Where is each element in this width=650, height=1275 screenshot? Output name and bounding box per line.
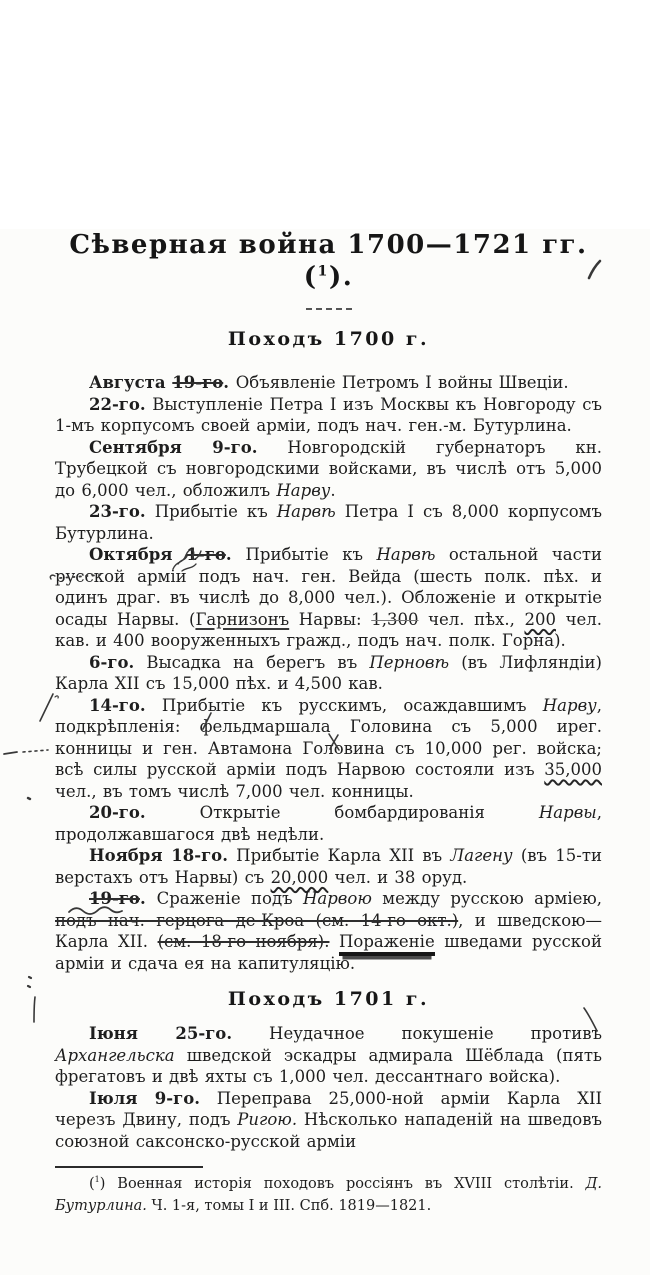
date-label: 6-го. bbox=[89, 652, 135, 672]
entry-text: , продолжавшагося двѣ недѣли. bbox=[55, 803, 602, 844]
place-name: Архангельска bbox=[55, 1045, 175, 1065]
date-label: 14-го. bbox=[89, 695, 146, 715]
place-name: Нарвы bbox=[538, 803, 597, 822]
entry-text: Открытіе бомбардированія bbox=[145, 803, 539, 822]
footnote-text: ) Военная исторія походовъ россіянъ въ XVIII столѣтіи. bbox=[99, 1176, 586, 1192]
entry-text: . bbox=[330, 480, 336, 500]
date-label: Іюля 9-го. bbox=[89, 1088, 200, 1108]
section-body-1700 bbox=[55, 372, 602, 974]
chronicle-entry bbox=[55, 652, 602, 695]
entry-text: Прибытіе къ bbox=[245, 545, 377, 564]
entry-text: Неудачное покушеніе противъ bbox=[232, 1024, 602, 1043]
struck-text: подъ нач. герцога де-Кроа (см. 14-го окт.) bbox=[55, 910, 459, 930]
page-title bbox=[55, 229, 602, 293]
place-name: Нарвѣ bbox=[376, 545, 436, 564]
date-label: . bbox=[225, 545, 246, 564]
date-label: Октября bbox=[89, 545, 187, 564]
annotated-number: 35,000 bbox=[544, 760, 602, 779]
entry-text: , и шведскою—Карла XII. bbox=[55, 910, 602, 951]
struck-number: 1,300 bbox=[371, 609, 419, 629]
struck-text: (см. 18-го ноября). bbox=[157, 932, 330, 951]
annotated-number: 20,000 bbox=[270, 867, 329, 887]
entry-text: чел. пѣх., bbox=[418, 609, 525, 629]
entry-text: Высадка на берегъ въ bbox=[134, 652, 370, 672]
title-text: ). bbox=[328, 262, 354, 292]
date-label: . bbox=[139, 889, 157, 908]
date-label: 20-го. bbox=[89, 803, 146, 822]
chronicle-entry bbox=[55, 501, 602, 544]
chronicle-entry bbox=[55, 695, 602, 803]
entry-text: (въ 15-ти верстахъ отъ Нарвы) съ bbox=[55, 846, 602, 887]
page-content bbox=[0, 229, 650, 1217]
chronicle-entry bbox=[55, 394, 602, 437]
chronicle-entry bbox=[55, 544, 602, 652]
entry-text: Новгородскій губернаторъ кн. Трубецкой съ новгородскими войсками, въ числѣ отъ 5,000 до 6,000 чел., обложилъ bbox=[55, 437, 602, 500]
struck-date: 19-го bbox=[89, 889, 140, 908]
entry-text: (въ Лифляндіи) Карла XII съ 15,000 пѣх. и 4,500 кав. bbox=[55, 652, 602, 693]
entry-text: Прибытіе къ bbox=[145, 502, 277, 521]
underlined-word: Пораженіе bbox=[339, 932, 435, 956]
date-label: Ноября 18-го. bbox=[89, 846, 228, 865]
place-name: Лагену bbox=[450, 846, 513, 865]
chronicle-entry bbox=[55, 802, 602, 845]
title-text: Сѣверная война 1700—1721 гг. ( bbox=[69, 230, 588, 292]
entry-text: Петра I съ 8,000 корпусомъ Бутурлина. bbox=[55, 502, 602, 543]
scanned-page bbox=[0, 229, 650, 1275]
entry-text: Прибытіе къ русскимъ, осаждавшимъ bbox=[145, 695, 543, 715]
entry-text: Переправа 25,000-ной арміи Карла XII черезъ Двину, подъ bbox=[55, 1088, 602, 1129]
chronicle-entry bbox=[55, 845, 602, 888]
place-name: Нарву bbox=[542, 695, 597, 715]
entry-text: Нарвы: bbox=[289, 609, 372, 629]
place-name: Ригою. bbox=[237, 1110, 298, 1129]
date-label: . bbox=[223, 373, 236, 392]
date-label: Іюня 25-го. bbox=[89, 1024, 233, 1043]
entry-text: шведами русской арміи и сдача ея на капитуляцію. bbox=[55, 932, 602, 973]
chronicle-entry bbox=[55, 1088, 602, 1153]
struck-date: 19-го bbox=[172, 373, 224, 392]
chronicle-entry bbox=[55, 372, 602, 394]
date-label: Сентября 9-го. bbox=[89, 437, 258, 457]
annotated-number: 200 bbox=[524, 609, 556, 629]
footnote-separator bbox=[55, 1166, 203, 1168]
place-name: Нарву bbox=[276, 480, 331, 500]
underlined-word: Гарнизонъ bbox=[195, 609, 290, 629]
date-label: 23-го. bbox=[89, 502, 146, 521]
entry-text: , подкрѣпленія: фельдмаршала Головина съ 5,000 ирег. конницы и ген. Автамона Головина съ 10,000 рег. войска; всѣ силы русской арміи подъ Нарвою состояли изъ bbox=[55, 695, 602, 779]
section-body-1701 bbox=[55, 1023, 602, 1152]
entry-text: чел. кав. и 400 вооруженныхъ гражд., подъ нач. полк. Горна). bbox=[55, 609, 602, 650]
title-footnote-ref: 1 bbox=[317, 263, 329, 280]
footnote-text: ( bbox=[89, 1176, 95, 1192]
section-heading-1701: Походъ 1701 г. bbox=[227, 988, 430, 1010]
entry-text: чел. и 38 оруд. bbox=[328, 867, 468, 887]
place-name: Нарвѣ bbox=[276, 502, 336, 521]
chronicle-entry bbox=[55, 888, 602, 974]
section-heading-1700: Походъ 1700 г. bbox=[227, 328, 430, 350]
footnote-source: Д. Бутурлина. bbox=[55, 1176, 602, 1214]
footnote-text: Ч. 1-я, томы I и III. Спб. 1819—1821. bbox=[146, 1197, 432, 1214]
place-name: Нарвою bbox=[303, 889, 372, 908]
entry-text: Нѣсколько нападеній на шведовъ союзной саксонско-русской арміи bbox=[55, 1110, 602, 1151]
entry-text: остальной части русской арміи подъ нач. ген. Вейда (шесть полк. пѣх. и одинъ драг. въ числѣ до 8,000 чел.). Обложеніе и открытіе осады Нарвы. ( bbox=[55, 545, 602, 629]
entry-text: Сраженіе подъ bbox=[156, 889, 304, 908]
place-name: Перновѣ bbox=[369, 652, 450, 672]
struck-date: 1-го bbox=[186, 545, 226, 564]
entry-text: Прибытіе Карла XII въ bbox=[227, 846, 451, 865]
title-divider bbox=[306, 308, 352, 310]
entry-text: чел., въ томъ числѣ 7,000 чел. конницы. bbox=[55, 781, 414, 801]
footnote-superscript: 1 bbox=[94, 1175, 100, 1185]
date-label: Августа bbox=[89, 373, 173, 392]
entry-text: Объявленіе Петромъ I войны Швеціи. bbox=[235, 373, 569, 392]
entry-text: шведской эскадры адмирала Шёблада (пять фрегатовъ и двѣ яхты съ 1,000 чел. дессантнаго войска). bbox=[55, 1045, 602, 1086]
date-label: 22-го. bbox=[89, 394, 146, 414]
chronicle-entry bbox=[55, 437, 602, 502]
chronicle-entry bbox=[55, 1023, 602, 1088]
entry-text: Выступленіе Петра I изъ Москвы къ Новгороду съ 1-мъ корпусомъ своей арміи, подъ нач. ген.-м. Бутурлина. bbox=[55, 394, 602, 435]
entry-text bbox=[329, 932, 339, 951]
footnote bbox=[55, 1174, 602, 1217]
entry-text: между русскою арміею, bbox=[371, 889, 602, 908]
